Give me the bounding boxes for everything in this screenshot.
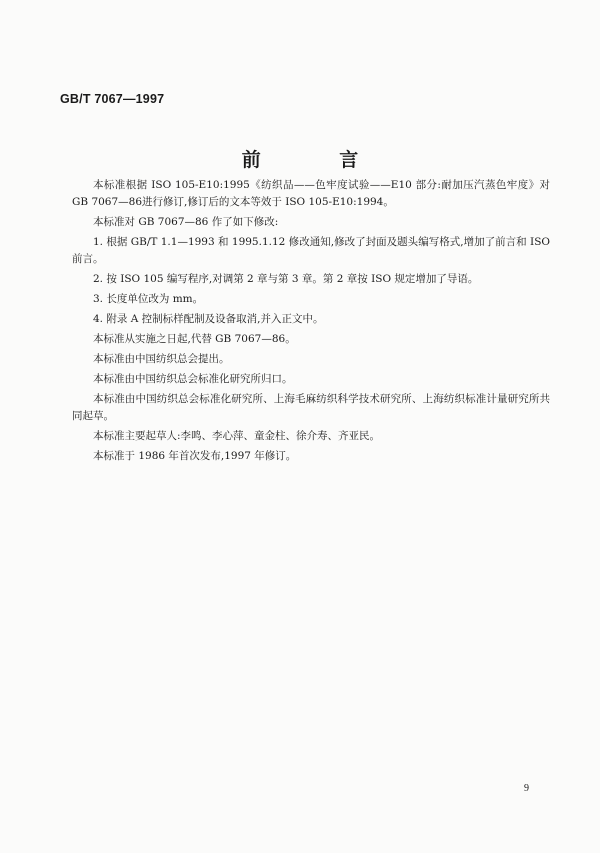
paragraph-centralized-by: 本标准由中国纺织总会标准化研究所归口。	[93, 373, 293, 385]
paragraph-replaces: 本标准从实施之日起,代替 GB 7067—86。	[93, 333, 296, 345]
paragraph-change-2: 2. 按 ISO 105 编写程序,对调第 2 章与第 3 章。第 2 章按 ISO 规定增加了导语。	[93, 273, 479, 285]
page-number: 9	[524, 783, 529, 794]
paragraph-changes-intro: 本标准对 GB 7067—86 作了如下修改:	[93, 216, 279, 228]
paragraph-basis: 本标准根据 ISO 105-E10:1995《纺织品——色牢度试验——E10 部分:耐加压汽蒸色牢度》对 GB 7067—86进行修订,修订后的文本等效于 ISO 105-E10:1994。	[72, 179, 550, 208]
paragraph-change-1: 1. 根据 GB/T 1.1—1993 和 1995.1.12 修改通知,修改了封面及题头编写格式,增加了前言和 ISO 前言。	[72, 236, 550, 265]
paragraph-drafters: 本标准主要起草人:李鸣、李心萍、童金柱、徐介寿、齐亚民。	[93, 430, 381, 442]
paragraph-proposed-by: 本标准由中国纺织总会提出。	[93, 353, 230, 365]
paragraph-drafted-by: 本标准由中国纺织总会标准化研究所、上海毛麻纺织科学技术研究所、上海纺织标准计量研究所共同起草。	[72, 393, 550, 422]
foreword-body	[72, 177, 550, 468]
paragraph-history: 本标准于 1986 年首次发布,1997 年修订。	[93, 450, 297, 462]
standard-code: GB/T 7067—1997	[60, 92, 165, 106]
page-title: 前 言	[241, 149, 395, 171]
paragraph-change-4: 4. 附录 A 控制标样配制及设备取消,并入正文中。	[93, 313, 324, 325]
paragraph-change-3: 3. 长度单位改为 mm。	[93, 293, 204, 305]
